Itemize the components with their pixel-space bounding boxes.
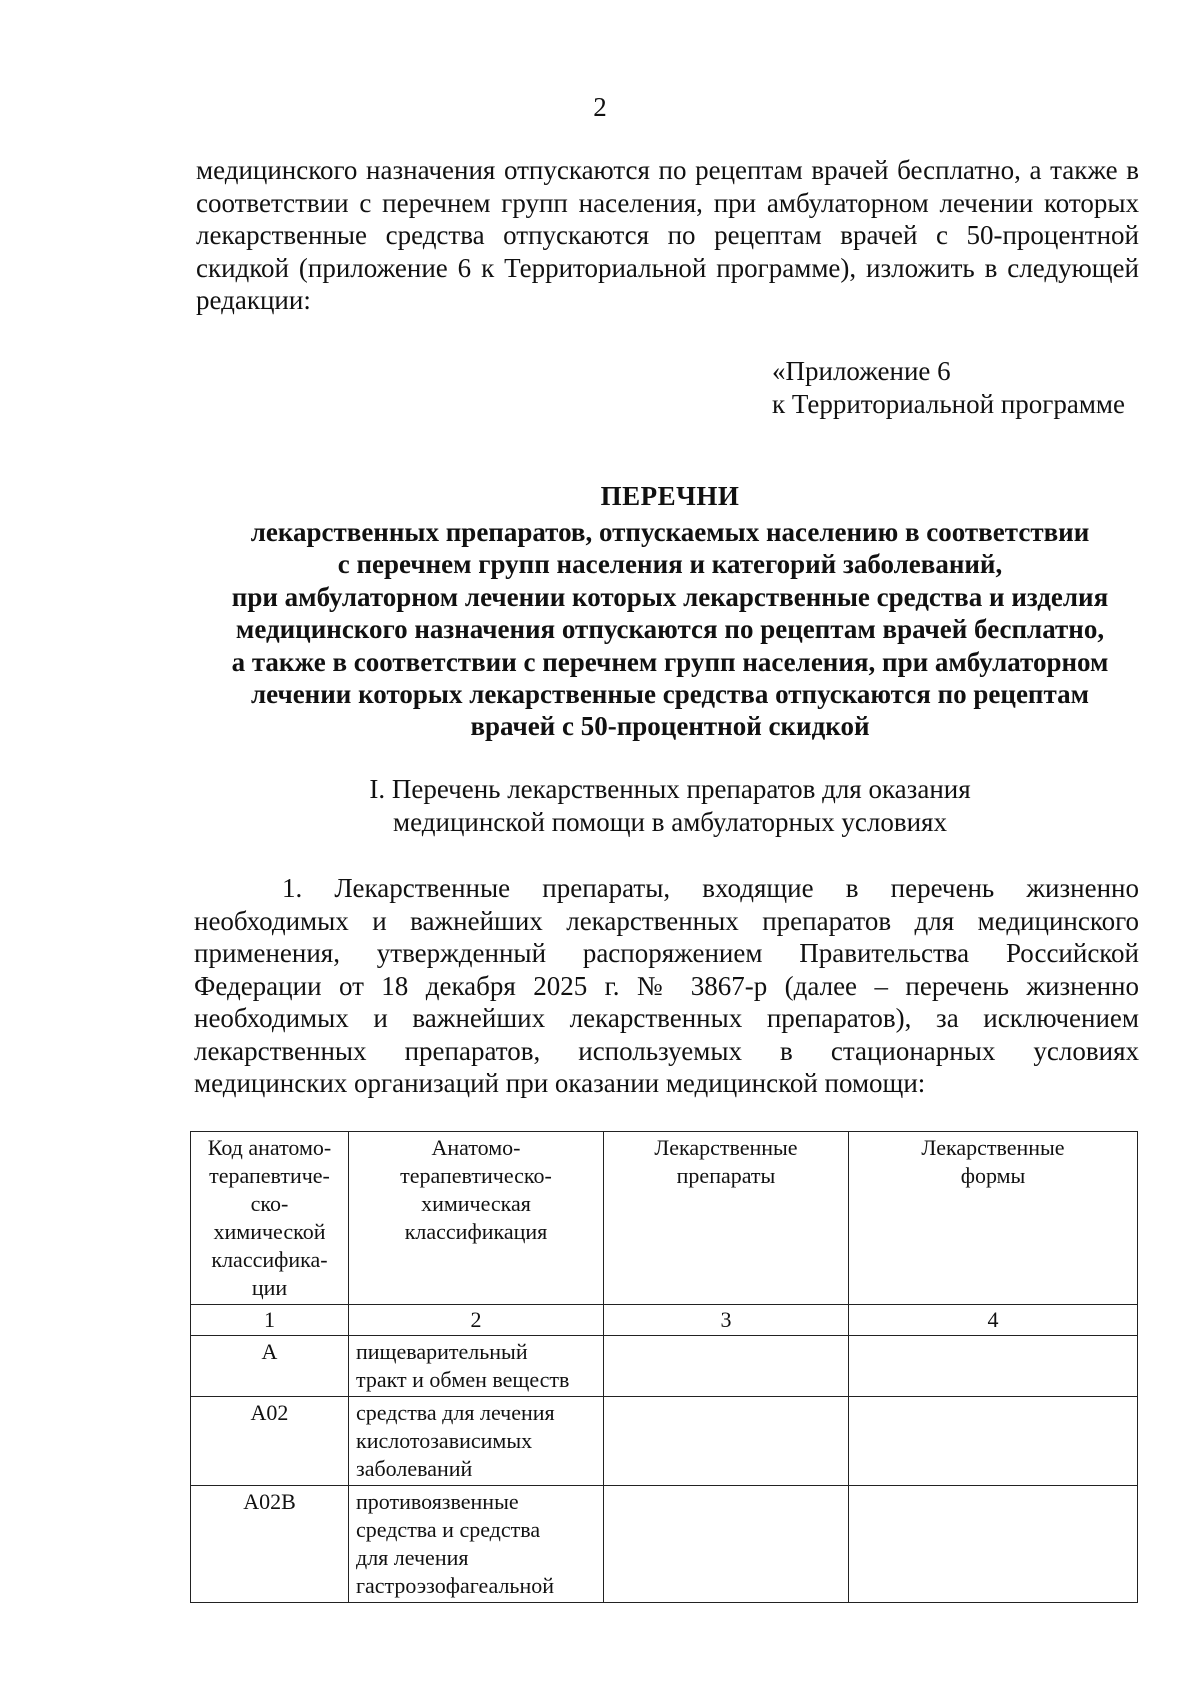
subtitle-line: с перечнем групп населения и категорий заболеваний,	[337, 549, 1003, 580]
medicines-table	[190, 1131, 1138, 1603]
table-row	[191, 1486, 1138, 1603]
column-number-row	[191, 1305, 1138, 1336]
header-line: ции	[251, 1275, 288, 1300]
table-header-row	[191, 1132, 1138, 1305]
cell-line: средства для лечения	[356, 1400, 555, 1425]
atc-name-cell	[349, 1486, 604, 1603]
section-heading-line: медицинской помощи в амбулаторных условиях	[393, 807, 947, 837]
header-dosage-forms	[849, 1132, 1138, 1305]
drugs-cell	[604, 1336, 849, 1397]
header-line: формы	[960, 1163, 1026, 1188]
header-line: классификация	[404, 1219, 548, 1244]
document-title: ПЕРЕЧНИ	[600, 481, 740, 511]
atc-code-cell: А	[191, 1336, 349, 1397]
forms-cell	[849, 1397, 1138, 1486]
column-number: 1	[191, 1305, 349, 1336]
header-line: Анатомо-	[431, 1135, 521, 1160]
header-line: ско-	[250, 1191, 289, 1216]
header-line: терапевтическо-	[400, 1163, 552, 1188]
appendix-reference-line: «Приложение 6	[772, 356, 951, 386]
table-row	[191, 1397, 1138, 1486]
column-number: 4	[849, 1305, 1138, 1336]
cell-line: кислотозависимых	[356, 1428, 533, 1453]
atc-name-cell	[349, 1397, 604, 1486]
cell-line: заболеваний	[356, 1456, 473, 1481]
column-number: 2	[349, 1305, 604, 1336]
header-line: Код анатомо-	[207, 1135, 332, 1160]
forms-cell	[849, 1336, 1138, 1397]
drugs-cell	[604, 1486, 849, 1603]
cell-line: противоязвенные	[356, 1489, 519, 1514]
cell-line: гастроэзофагеальной	[356, 1573, 555, 1598]
header-line: классифика-	[211, 1247, 328, 1272]
column-number: 3	[604, 1305, 849, 1336]
cell-line: пищеварительный	[356, 1339, 528, 1364]
cell-line: для лечения	[356, 1545, 469, 1570]
appendix-reference	[772, 355, 1125, 421]
page-number: 2	[593, 92, 607, 122]
document-subtitle	[160, 516, 1180, 743]
subtitle-line: лекарственных препаратов, отпускаемых населению в соответствии	[250, 517, 1090, 547]
subtitle-line: при амбулаторном лечении которых лекарственные средства и изделия	[231, 581, 1109, 612]
paragraph-1: 1. Лекарственные препараты, входящие в перечень жизненно необходимых и важнейших лекарственных препаратов для медицинского применения, утвержденный распоряжением Правительства Российской Федерации от 18 декабря 2025 г. № 3867-р (далее – перечень жизненно необходимых и важнейших лекарственных препаратов), за исключением лекарственных препаратов, используемых в стационарных условиях медицинских организаций при оказании медицинской помощи:	[194, 873, 1139, 1098]
section-heading-line: I. Перечень лекарственных препаратов для оказания	[369, 774, 971, 804]
header-medicines	[604, 1132, 849, 1305]
subtitle-line: врачей с 50-процентной скидкой	[470, 711, 870, 742]
subtitle-line: лечении которых лекарственные средства отпускаются по рецептам	[251, 679, 1089, 710]
header-line: химической	[213, 1219, 326, 1244]
header-line: препараты	[676, 1163, 776, 1188]
drugs-cell	[604, 1397, 849, 1486]
subtitle-line: медицинского назначения отпускаются по рецептам врачей бесплатно,	[235, 614, 1105, 645]
appendix-reference-line: к Территориальной программе	[772, 389, 1125, 419]
subtitle-line: а также в соответствии с перечнем групп населения, при амбулаторном	[231, 646, 1109, 677]
header-line: Лекарственные	[654, 1135, 798, 1160]
atc-code-cell: A02B	[191, 1486, 349, 1603]
cell-line: средства и средства	[356, 1517, 541, 1542]
intro-text: медицинского назначения отпускаются по рецептам врачей бесплатно, а также в соответствии с перечнем групп населения, при амбулаторном лечении которых лекарственные средства отпускаются по рецептам врачей с 50-процентной скидкой (приложение 6 к Территориальной программе), изложить в следующей редакции:	[196, 155, 1139, 315]
cell-line: тракт и обмен веществ	[356, 1367, 570, 1392]
header-line: химическая	[421, 1191, 531, 1216]
table-row	[191, 1336, 1138, 1397]
atc-code-cell: A02	[191, 1397, 349, 1486]
medicines-table-container	[190, 1131, 1137, 1603]
header-atc-code	[191, 1132, 349, 1305]
atc-name-cell	[349, 1336, 604, 1397]
header-line: Лекарственные	[921, 1135, 1065, 1160]
header-atc-classification	[349, 1132, 604, 1305]
header-line: терапевтиче-	[209, 1163, 330, 1188]
forms-cell	[849, 1486, 1138, 1603]
section-heading	[180, 773, 1160, 839]
